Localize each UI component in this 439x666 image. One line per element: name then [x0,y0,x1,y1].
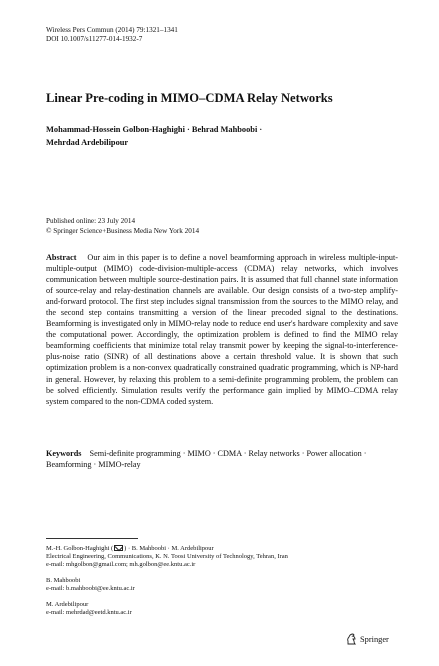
authors-line-2: Mehrdad Ardebilipour [46,137,129,147]
footnote-author-a: M.-H. Golbon-Haghighi ( [46,545,114,552]
springer-logo-text: Springer [360,634,389,644]
envelope-icon [114,545,123,551]
journal-citation: Wireless Pers Commun (2014) 79:1321–1341 [46,26,178,34]
authors-line-1: Mohammad-Hossein Golbon-Haghighi · Behrad Mahboobi · [46,125,263,134]
footnote-m-email[interactable]: e-mail: mehrdad@eetd.kntu.ac.ir [46,609,132,617]
footnote-author-b: ) · B. Mahboobi · M. Ardebilipour [124,545,214,552]
publication-info [46,217,199,236]
keywords-heading: Keywords [46,449,82,458]
published-online: Published online: 23 July 2014 [46,217,136,225]
footnote-rule [46,538,138,539]
abstract [46,252,398,407]
springer-knight-icon [346,633,357,645]
author-list [46,124,346,149]
footnote-b-name: B. Mahboobi [46,577,81,584]
footnote-affiliation [46,545,406,570]
footnote-ardebilipour [46,601,406,617]
copyright-line: © Springer Science+Business Media New York 2014 [46,226,200,235]
journal-header [46,26,178,44]
keywords-text: Semi-definite programming · MIMO · CDMA · Relay networks · Power allocation · Beamforming · MIMO-relay [46,449,367,470]
springer-logo [346,633,389,645]
keywords [46,448,398,471]
footnote-authors [46,545,406,553]
footnote-b-email[interactable]: e-mail: b.mahboobi@ee.kntu.ac.ir [46,585,135,593]
journal-doi: DOI 10.1007/s11277-014-1932-7 [46,35,143,43]
paper-title: Linear Pre-coding in MIMO–CDMA Relay Networks [46,91,333,105]
footnote-m-name: M. Ardebilipour [46,601,89,608]
footnote-email[interactable]: e-mail: mhgolbon@gmail.com; mh.golbon@ee.kntu.ac.ir [46,561,196,569]
footnote-mahboobi [46,577,406,593]
abstract-text: Our aim in this paper is to define a novel beamforming approach in wireless multiple-input-multiple-output (MIMO) code-division-multiple-access (CDMA) relay networks, which involves communication between multiple source-destination pairs. It is assumed that full channel state information of source-relay and relay-destination channels are available. Our design consists of a two-step amplify-and-forward protocol. The first step includes signal transmission from the sources to the MIMO relay, and the second step contains transmitting a version of the linear precoded signal to the destinations. Beamforming is investigated only in MIMO-relay node to reduce end user's hardware complexity and save the computational power. Accordingly, the optimization problem is defined to find the MIMO relay beamforming coefficients that minimize total relay transmit power by keeping the signal-to-interference-plus-noise ratio (SINR) of all destinations above a certain threshold value. It is shown that such optimization problem is a non-convex quadratically constrained quadratic programming, which is NP-hard in general. However, by relaxing this problem to a semi-definite programming problem, the problem can be solved efficiently. Simulation results verify the performance gain implied by MIMO–CDMA relay system compared to the non-CDMA coded system. [46,253,399,406]
footnote-department: Electrical Engineering, Communications, K. N. Toosi University of Technology, Tehran, Iran [46,553,288,561]
abstract-heading: Abstract [46,253,77,262]
